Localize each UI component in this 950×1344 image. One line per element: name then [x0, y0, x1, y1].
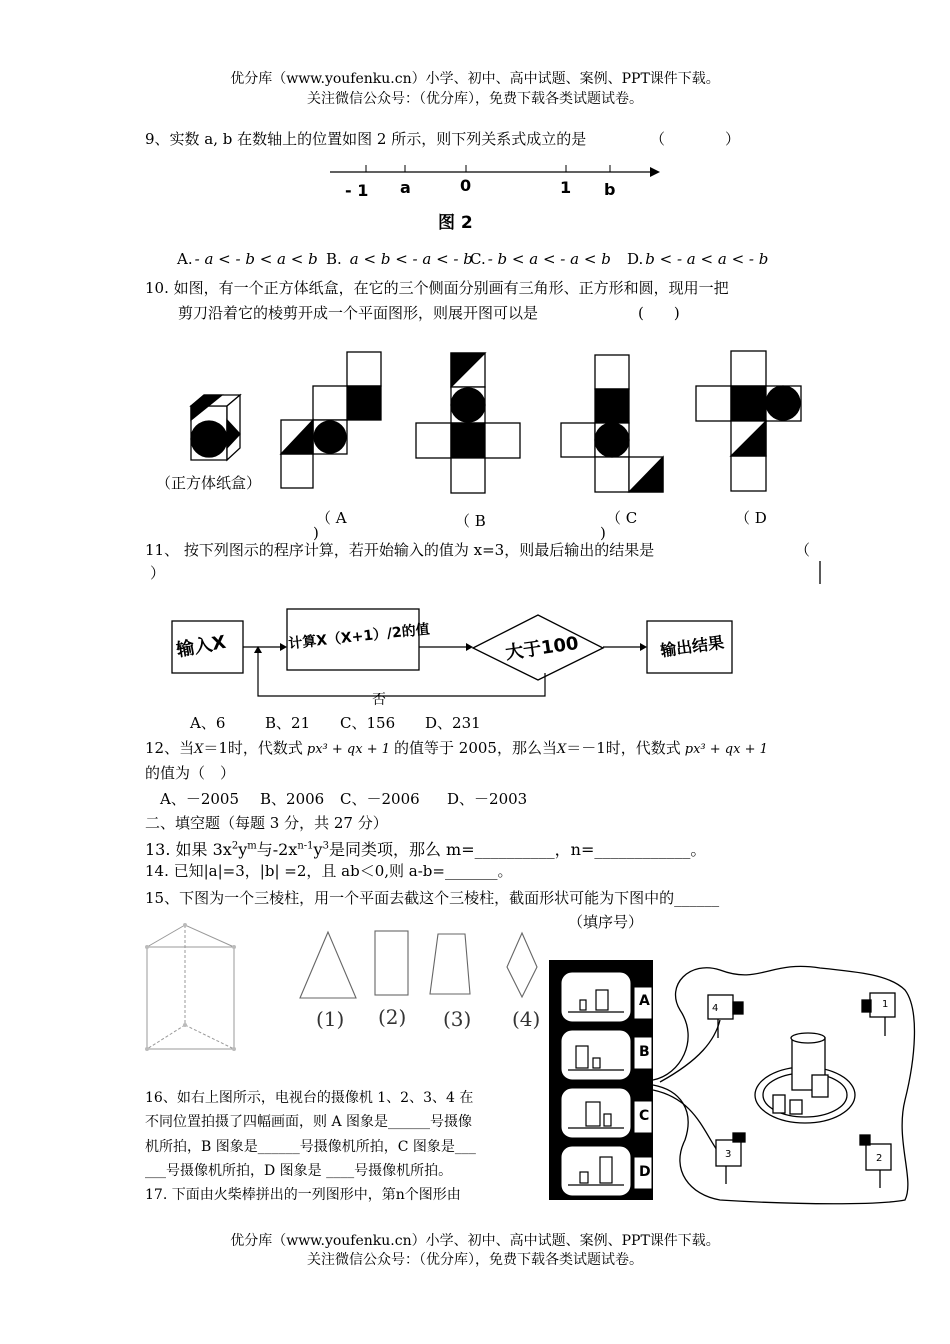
section-2-title: 二、填空题（每题 3 分，共 27 分）	[145, 814, 388, 832]
q11-option-c: C、156	[340, 714, 396, 732]
q12-option-c: C、－2006	[340, 790, 420, 808]
q10-line-2: 剪刀沿着它的棱剪开成一个平面图形，则展开图可以是	[178, 304, 539, 322]
q11-paren-open: （	[795, 541, 811, 559]
q12-line-2: 的值为（ ）	[145, 764, 236, 782]
q10-answer-paren: ( )	[638, 304, 680, 322]
q12-option-a: A、－2005	[160, 790, 240, 808]
q9-text: 9、实数 a, b 在数轴上的位置如图 2 所示，则下列关系式成立的是	[145, 130, 587, 148]
footer-line-1: 优分库（www.youfenku.cn）小学、初中、高中试题、案例、PPT课件下载。	[230, 1233, 720, 1249]
panel-label-d: D	[639, 1164, 651, 1180]
q12-option-b: B、2006	[260, 790, 325, 808]
flow-compute-box: 计算X（X+1）/2的值	[287, 621, 431, 653]
net-a-close-paren: )	[313, 524, 319, 542]
camera-number-4: 4	[712, 1003, 719, 1014]
net-d-label: （ D	[735, 509, 767, 527]
q9-option-b: B. a < b < - a < - b	[326, 250, 473, 268]
flow-input-box: 输入X	[174, 631, 228, 662]
axis-label-neg1: - 1	[345, 181, 369, 200]
footer-line-2: 关注微信公众号：（优分库），免费下载各类试题试卷。	[307, 1252, 643, 1268]
q12-line-1: 12、当X＝1时，代数式 px³ + qx + 1 的值等于 2005，那么当X＝－1时，代数式 px³ + qx + 1	[145, 739, 768, 757]
q11-text: 11、 按下列图示的程序计算，若开始输入的值为 x=3，则最后输出的结果是	[145, 541, 655, 559]
camera-number-1: 1	[882, 999, 889, 1010]
net-c-label: （ C	[606, 509, 638, 527]
shape-label-1: (1)	[316, 1007, 345, 1031]
q13-text: 13. 如果 $3x^2y^m$与$-2x^{n-1}y^3$是同类项，那么 m=__________，n=____________。	[145, 840, 707, 859]
q11-option-b: B、21	[265, 714, 311, 732]
q11-option-d: D、231	[425, 714, 481, 732]
q12-option-d: D、－2003	[447, 790, 528, 808]
q10-line-1: 10. 如图，有一个正方体纸盒，在它的三个侧面分别画有三角形、正方形和圆，现用一把	[145, 279, 729, 297]
q17-text: 17. 下面由火柴棒拼出的一列图形中，第n个图形由	[145, 1187, 461, 1203]
q11-paren-close: ）	[150, 564, 166, 582]
axis-label-b: b	[604, 180, 616, 199]
axis-label-0: 0	[460, 176, 472, 195]
camera-1	[862, 993, 895, 1036]
flow-decision: 大于100	[504, 632, 580, 665]
q16-line-4: ___号摄像机所拍，D 图象是 ____号摄像机所拍。	[145, 1163, 453, 1179]
flow-no-label: 否	[372, 692, 386, 708]
camera-number-2: 2	[876, 1153, 883, 1164]
camera-4	[708, 995, 743, 1038]
q15-hint: （填序号）	[568, 913, 644, 931]
figure-2-caption: 图 2	[438, 213, 473, 233]
panel-label-c: C	[639, 1108, 650, 1124]
q9-option-a: A. - a < - b < a < b	[177, 250, 318, 268]
axis-label-1: 1	[560, 178, 572, 197]
net-a-label: （ A	[316, 509, 347, 527]
net-c-close-paren: )	[600, 524, 606, 542]
axis-label-a: a	[400, 178, 411, 197]
panel-label-b: B	[639, 1044, 650, 1060]
net-b-label: （ B	[455, 512, 486, 530]
q9-option-c: C. - b < a < - a < b	[470, 250, 611, 268]
q9-option-d: D. b < - a < a < - b	[627, 250, 769, 268]
shape-label-4: (4)	[512, 1007, 541, 1031]
panel-label-a: A	[639, 993, 650, 1009]
q14-text: 14. 已知|a|=3，|b| =2，且 ab＜0,则 a-b=_______。	[145, 862, 513, 880]
header-line-2: 关注微信公众号：（优分库），免费下载各类试题试卷。	[307, 91, 643, 107]
q16-line-3: 机所拍，B 图象是______号摄像机所拍，C 图象是___	[145, 1139, 476, 1155]
q15-text: 15、下图为一个三棱柱，用一个平面去截这个三棱柱，截面形状可能为下图中的______	[145, 889, 720, 907]
cube-box-caption: （正方体纸盒）	[156, 474, 262, 492]
q16-line-2: 不同位置拍摄了四幅画面，则 A 图象是______号摄像	[145, 1114, 473, 1130]
shape-label-3: (3)	[443, 1007, 472, 1031]
header-line-1: 优分库（www.youfenku.cn）小学、初中、高中试题、案例、PPT课件下载。	[230, 71, 720, 87]
q11-option-a: A、6	[190, 714, 226, 732]
q16-line-1: 16、如右上图所示，电视台的摄像机 1、2、3、4 在	[145, 1090, 474, 1106]
flow-output-box: 输出结果	[659, 632, 726, 661]
q9-answer-paren: （ ）	[650, 130, 741, 148]
camera-number-3: 3	[725, 1149, 732, 1160]
shape-label-2: (2)	[378, 1005, 407, 1029]
